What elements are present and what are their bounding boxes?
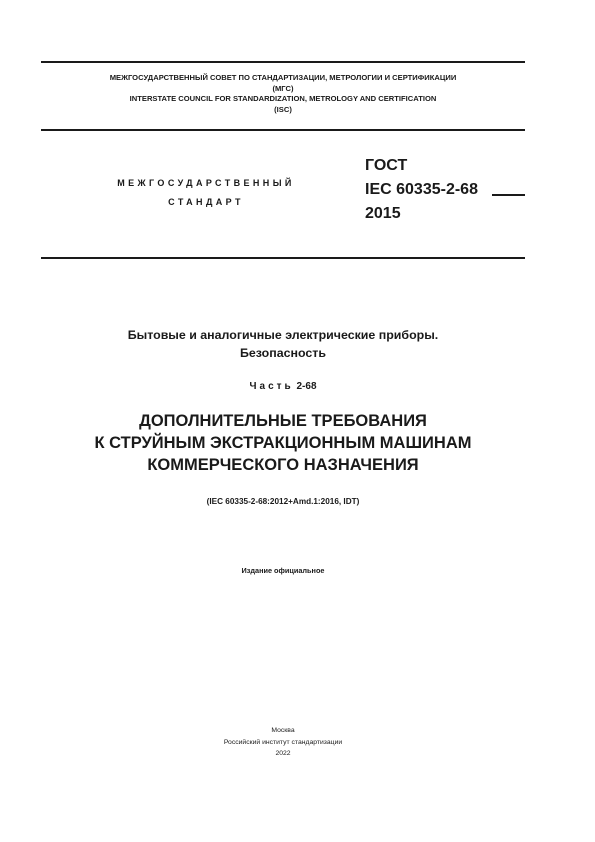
council-name-en: INTERSTATE COUNCIL FOR STANDARDIZATION, METROLOGY AND CERTIFICATION — [129, 94, 437, 104]
iec-reference: (IEC 60335-2-68:2012+Amd.1:2016, IDT) — [206, 497, 360, 506]
part-label — [41, 381, 525, 392]
subtitle-line1: ДОПОЛНИТЕЛЬНЫЕ ТРЕБОВАНИЯ — [139, 412, 427, 430]
header-bottom-rule — [41, 257, 525, 259]
standard-code: ГОСТ — [365, 157, 408, 174]
council-header — [41, 73, 525, 115]
document-title — [41, 326, 525, 362]
title-line2: Безопасность — [240, 346, 326, 360]
document-subtitle — [41, 410, 525, 476]
standard-number: IEC 60335-2-68 — [365, 181, 478, 198]
standard-type-line2: СТАНДАРТ — [168, 197, 244, 207]
title-line1: Бытовые и аналогичные электрические приборы. — [127, 328, 439, 342]
subtitle-line3: КОММЕРЧЕСКОГО НАЗНАЧЕНИЯ — [147, 456, 419, 474]
publisher-block — [41, 725, 525, 760]
council-abbr-en: (ISC) — [274, 104, 292, 114]
publisher-city: Москва — [271, 727, 295, 734]
council-name-ru: МЕЖГОСУДАРСТВЕННЫЙ СОВЕТ ПО СТАНДАРТИЗАЦИИ, МЕТРОЛОГИИ И СЕРТИФИКАЦИИ — [109, 73, 457, 82]
part-number: 2-68 — [296, 381, 317, 392]
standard-designation — [365, 154, 478, 226]
subtitle-line2: К СТРУЙНЫМ ЭКСТРАКЦИОННЫМ МАШИНАМ — [94, 434, 472, 452]
designation-underline — [492, 194, 525, 196]
council-rule — [41, 129, 525, 131]
top-rule — [41, 61, 525, 63]
edition-label: Издание официальное — [241, 566, 325, 575]
publisher-name: Российский институт стандартизации — [223, 738, 343, 746]
council-abbr-ru: (МГС) — [272, 83, 294, 93]
part-word: Часть — [249, 381, 294, 392]
standard-type — [41, 174, 371, 212]
standard-year: 2015 — [365, 205, 401, 222]
standard-type-line1: МЕЖГОСУДАРСТВЕННЫЙ — [117, 178, 295, 188]
publisher-year: 2022 — [275, 750, 291, 757]
